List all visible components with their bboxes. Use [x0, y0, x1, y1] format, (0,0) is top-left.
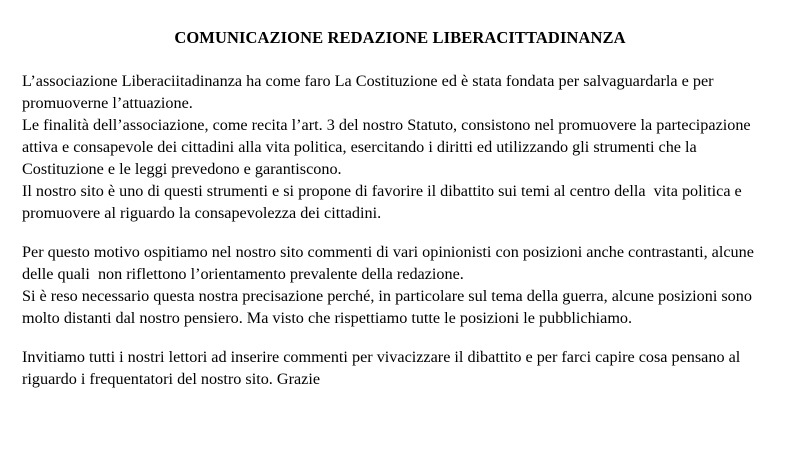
paragraph: Si è reso necessario questa nostra precisazione perché, in particolare sul tema della guerra, alcune posizioni sono molto distanti dal nostro pensiero. Ma visto che rispettiamo tutte le posizioni le pubblichiamo.: [22, 287, 761, 328]
paragraph-block-2: [22, 241, 778, 329]
paragraph: L’associazione Liberaciitadinanza ha come faro La Costituzione ed è stata fondata per salvaguardarla e per promuoverne l’attuazione.: [22, 71, 718, 112]
paragraph-spacer: [22, 329, 778, 346]
page-title: COMUNICAZIONE REDAZIONE LIBERACITTADINANZA: [174, 28, 626, 47]
paragraph: Invitiamo tutti i nostri lettori ad inserire commenti per vivacizzare il dibattito e per farci capire cosa pensano al riguardo i frequentatori del nostro sito. Grazie: [22, 348, 745, 389]
paragraph-spacer: [22, 224, 778, 241]
paragraph: Per questo motivo ospitiamo nel nostro sito commenti di vari opinionisti con posizioni anche contrastanti, alcune delle quali non riflettono l’orientamento prevalente della redazione.: [22, 243, 758, 284]
paragraph: Le finalità dell’associazione, come recita l’art. 3 del nostro Statuto, consistono nel promuovere la partecipazione attiva e consapevole dei cittadini alla vita politica, esercitando i diritti ed utilizzando gli strumenti che la Costituzione e le leggi prevedono e garantiscono.: [22, 115, 755, 178]
paragraph-block-3: [22, 346, 778, 390]
paragraph-block-1: [22, 70, 778, 224]
paragraph: Il nostro sito è uno di questi strumenti e si propone di favorire il dibattito sui temi al centro della vita politica e promuovere al riguardo la consapevolezza dei cittadini.: [22, 181, 746, 222]
